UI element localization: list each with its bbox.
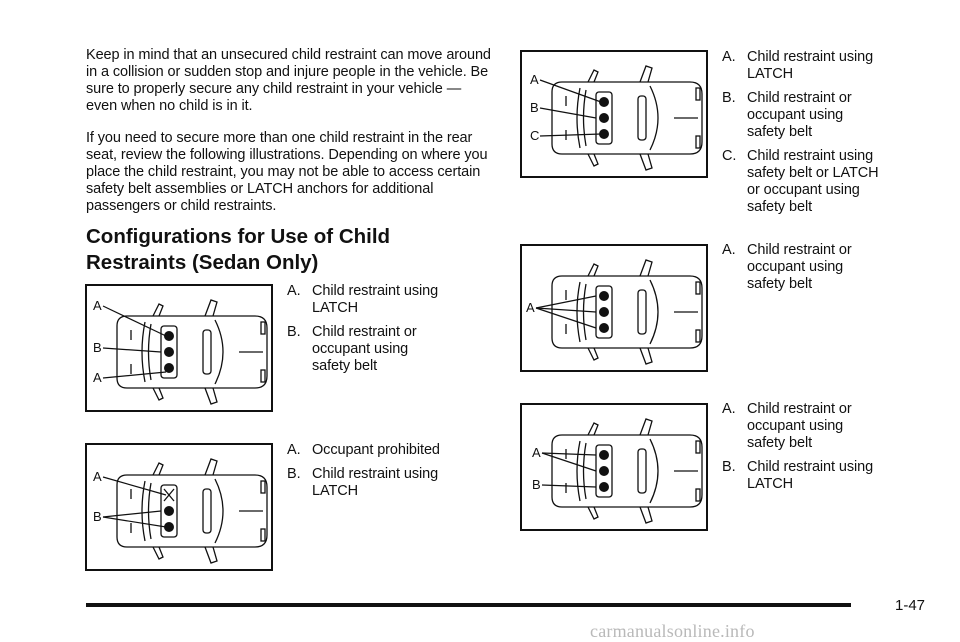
callout-line xyxy=(540,108,596,118)
rear-window-inner xyxy=(584,284,587,340)
seat-occupied-marker xyxy=(599,323,609,333)
rear-door-mark xyxy=(588,154,598,166)
figure-5-legend xyxy=(722,401,932,500)
legend-text: Child restraint using LATCH xyxy=(747,459,874,492)
legend-item xyxy=(722,148,932,216)
headlight xyxy=(261,481,265,493)
callout-letter: A xyxy=(93,298,102,313)
callout-letter: C xyxy=(530,128,540,143)
rear-window xyxy=(142,481,145,541)
callout-letter: B xyxy=(93,340,102,355)
rear-window-inner xyxy=(584,443,587,499)
rear-window xyxy=(577,282,580,342)
legend-text: Child restraint or occupant using safety belt xyxy=(747,90,852,140)
callout-line xyxy=(103,306,166,336)
page-number: 1-47 xyxy=(895,597,926,614)
callout-line xyxy=(542,453,596,471)
legend-letter: A. xyxy=(287,283,301,299)
callout-line xyxy=(103,348,161,352)
section-heading: Configurations for Use of Child Restraints (Sedan Only) xyxy=(86,225,391,274)
legend-item xyxy=(722,49,932,83)
callout-letter: A xyxy=(530,72,539,87)
front-door xyxy=(640,507,652,523)
callout-letter: B xyxy=(532,477,541,492)
seat-occupied-marker xyxy=(599,482,609,492)
front-door xyxy=(640,66,652,82)
front-door xyxy=(205,388,217,404)
legend-text: Child restraint using LATCH xyxy=(747,49,874,82)
callout-line xyxy=(542,453,596,455)
seat-occupied-marker xyxy=(599,466,609,476)
front-door xyxy=(205,300,217,316)
windshield xyxy=(650,439,658,503)
callout-line xyxy=(540,80,601,102)
intro-paragraph-2: If you need to secure more than one child restraint in the rear seat, review the following illustrations. Depending on where you place the child restraint, you may not be able to access certain safety belt assemblies or LATCH anchors for additional passengers or child restraints. xyxy=(86,130,488,214)
windshield xyxy=(215,479,223,543)
windshield xyxy=(650,280,658,344)
headlight xyxy=(261,370,265,382)
legend-item xyxy=(287,324,487,375)
headlight xyxy=(696,88,700,100)
headlight xyxy=(696,489,700,501)
rear-window xyxy=(577,88,580,148)
callout-line xyxy=(542,485,596,487)
figure-3 xyxy=(520,50,708,178)
rear-door-mark xyxy=(588,264,598,276)
callout-letter: A xyxy=(93,370,102,385)
front-seat xyxy=(638,449,646,493)
legend-letter: A. xyxy=(722,242,736,258)
headlight xyxy=(696,282,700,294)
figure-1-legend xyxy=(287,283,487,382)
legend-letter: A. xyxy=(722,401,736,417)
rear-door-mark xyxy=(153,304,163,316)
callout-line xyxy=(103,477,166,495)
rear-door-mark xyxy=(588,423,598,435)
legend-item xyxy=(287,466,487,500)
watermark: carmanualsonline.info xyxy=(590,621,755,641)
rear-door-mark xyxy=(153,463,163,475)
legend-text: Child restraint using LATCH xyxy=(312,283,439,316)
front-seat xyxy=(203,330,211,374)
sedan-topview-diagram xyxy=(87,286,271,410)
front-door xyxy=(640,419,652,435)
headlight xyxy=(261,529,265,541)
front-door xyxy=(640,260,652,276)
seat-occupied-marker xyxy=(599,450,609,460)
sedan-topview-diagram xyxy=(87,445,271,569)
front-seat xyxy=(638,96,646,140)
headlight xyxy=(261,322,265,334)
legend-letter: B. xyxy=(287,466,301,482)
seat-occupied-marker xyxy=(599,113,609,123)
figure-4 xyxy=(520,244,708,372)
rear-door-mark xyxy=(588,70,598,82)
legend-item xyxy=(722,459,932,493)
rear-window xyxy=(142,322,145,382)
front-door xyxy=(640,154,652,170)
front-door xyxy=(205,459,217,475)
callout-letter: B xyxy=(530,100,539,115)
intro-paragraph-1: Keep in mind that an unsecured child restraint can move around in a collision or sudden stop and injure people in the vehicle. Be sure to properly secure any child restraint in your vehicle — even when no child is in it. xyxy=(86,47,491,114)
legend-text: Occupant prohibited xyxy=(312,442,440,458)
front-seat xyxy=(203,489,211,533)
front-seat xyxy=(638,290,646,334)
sedan-topview-diagram xyxy=(522,52,706,176)
legend-item xyxy=(722,401,932,452)
legend-item xyxy=(287,283,487,317)
headlight xyxy=(696,136,700,148)
legend-letter: B. xyxy=(722,90,736,106)
callout-line xyxy=(103,372,166,378)
seat-occupied-marker xyxy=(599,291,609,301)
callout-letter: A xyxy=(93,469,102,484)
figure-2-legend xyxy=(287,442,487,507)
legend-letter: B. xyxy=(287,324,301,340)
rear-door-mark xyxy=(153,547,163,559)
legend-letter: C. xyxy=(722,148,737,164)
callout-letter: A xyxy=(526,300,535,315)
headlight xyxy=(696,441,700,453)
callout-line xyxy=(540,134,601,136)
seat-occupied-marker xyxy=(164,347,174,357)
figure-2 xyxy=(85,443,273,571)
front-door xyxy=(205,547,217,563)
sedan-topview-diagram xyxy=(522,246,706,370)
rear-window xyxy=(577,441,580,501)
windshield xyxy=(215,320,223,384)
legend-item xyxy=(722,90,932,141)
rear-window-inner xyxy=(584,90,587,146)
callout-line xyxy=(103,517,166,527)
callout-line xyxy=(103,511,161,517)
footer-rule xyxy=(86,603,851,607)
legend-letter: A. xyxy=(722,49,736,65)
figure-3-legend xyxy=(722,49,932,223)
figure-1 xyxy=(85,284,273,412)
callout-letter: A xyxy=(532,445,541,460)
legend-letter: A. xyxy=(287,442,301,458)
legend-text: Child restraint or occupant using safety belt xyxy=(747,242,852,292)
seat-occupied-marker xyxy=(164,506,174,516)
legend-text: Child restraint using LATCH xyxy=(312,466,439,499)
legend-text: Child restraint or occupant using safety belt xyxy=(312,324,417,374)
rear-door-mark xyxy=(588,507,598,519)
headlight xyxy=(696,330,700,342)
legend-text: Child restraint or occupant using safety belt xyxy=(747,401,852,451)
rear-door-mark xyxy=(153,388,163,400)
legend-text: Child restraint using safety belt or LATCH or occupant using safety belt xyxy=(747,148,879,215)
legend-item xyxy=(722,242,932,293)
legend-letter: B. xyxy=(722,459,736,475)
rear-door-mark xyxy=(588,348,598,360)
callout-letter: B xyxy=(93,509,102,524)
windshield xyxy=(650,86,658,150)
rear-window-inner xyxy=(149,483,152,539)
figure-5 xyxy=(520,403,708,531)
rear-window-inner xyxy=(149,324,152,380)
seat-occupied-marker xyxy=(599,307,609,317)
front-door xyxy=(640,348,652,364)
figure-4-legend xyxy=(722,242,932,300)
legend-item xyxy=(287,442,487,459)
sedan-topview-diagram xyxy=(522,405,706,529)
